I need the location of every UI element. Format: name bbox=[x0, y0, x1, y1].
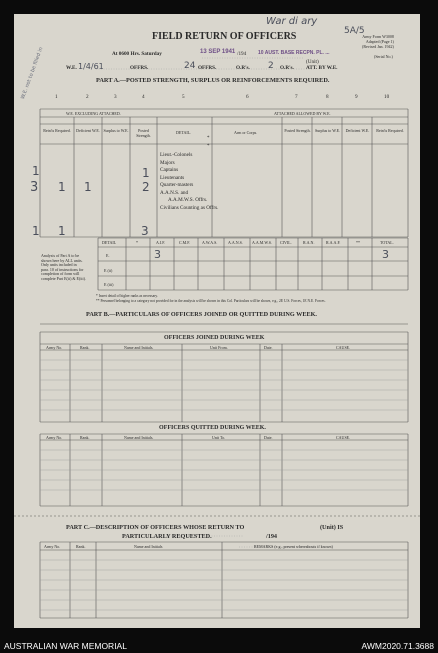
analysis-head: DETAIL bbox=[102, 240, 117, 245]
unit-label: (Unit) bbox=[306, 59, 319, 65]
col-head: Rein'ts Required. bbox=[376, 128, 404, 133]
handwritten-mark: 2 bbox=[142, 180, 150, 194]
quitted-title: OFFICERS QUITTED DURING WEEK. bbox=[159, 425, 266, 431]
table-head: Unit From. bbox=[210, 345, 228, 350]
table-head: CAUSE. bbox=[336, 345, 351, 350]
date-stamp: 13 SEP 1941 bbox=[200, 49, 236, 55]
analysis-head: CIVIL. bbox=[280, 240, 292, 245]
handwritten-mark: 3 bbox=[382, 248, 389, 261]
analysis-row-label: E (ii) bbox=[104, 268, 113, 273]
handwritten-note: War di ary bbox=[266, 16, 318, 27]
att-label: ATT. BY W.E. bbox=[306, 65, 338, 71]
table-head: REMARKS (e.g., present whereabouts if known) bbox=[254, 544, 333, 549]
col-number: 3 bbox=[114, 94, 117, 100]
table-head: Date. bbox=[264, 435, 273, 440]
analysis-head: A.A.M.W.S. bbox=[252, 240, 272, 245]
footnote: ** Personnel belonging to a category not provided for in the analysis will be shown in this Col. Particulars will be shown, e.g., 2E U.S. Forces, 1E N.E. Forces. bbox=[96, 299, 326, 303]
part-a-title: PART A.—POSTED STRENGTH, SURPLUS OR REINFORCEMENTS REQUIRED. bbox=[96, 77, 330, 84]
part-c-subtitle: PARTICULARLY REQUESTED. bbox=[122, 533, 212, 540]
table-head: Date. bbox=[264, 345, 273, 350]
serial-label: (Serial No.) bbox=[374, 54, 393, 59]
form-rules bbox=[14, 14, 420, 628]
analysis-note: Analysis of Part A to be shown here by ALL units. Only units included in para. 10 of instructions for completion of form will complete Part E(ii) & E(iii). bbox=[41, 253, 86, 281]
group-left-head: W.E. EXCLUDING ATTACHED. bbox=[66, 111, 121, 116]
part-c-date: /194 bbox=[266, 533, 278, 540]
unit-stamp: 10 AUST. BASE RECPN. PL. ... bbox=[258, 50, 330, 56]
handwritten-mark: 1 bbox=[32, 224, 40, 238]
analysis-head: * bbox=[136, 240, 138, 245]
detail-head: DETAIL. bbox=[176, 130, 192, 135]
analysis-head: C.M.F. bbox=[179, 240, 191, 245]
table-head: Army No. bbox=[46, 435, 63, 440]
handwritten-number: 5A/5 bbox=[344, 26, 365, 36]
asterisk-mark: * bbox=[207, 144, 210, 149]
archive-id: AWM2020.71.3688 bbox=[361, 641, 434, 651]
rank-item: Majors bbox=[160, 159, 175, 166]
handwritten-mark: 1 bbox=[142, 166, 150, 180]
analysis-head: A.I.F. bbox=[156, 240, 166, 245]
rank-item: Captains bbox=[160, 167, 179, 173]
offrs-value: 24 bbox=[184, 61, 196, 71]
table-head: Name and Initials bbox=[134, 544, 163, 549]
form-id: Army Form W3008 Adapted (Page 1) (Revised Jan. 1942) bbox=[362, 34, 394, 49]
table-head: Name and Initials. bbox=[124, 435, 154, 440]
handwritten-mark: 3 bbox=[154, 248, 161, 261]
col-head: Arm or Corps. bbox=[234, 130, 258, 135]
ors-label-2: O.R's. bbox=[280, 65, 294, 71]
col-number: 4 bbox=[142, 94, 145, 100]
handwritten-mark: 1 bbox=[84, 180, 92, 194]
joined-title: OFFICERS JOINED DURING WEEK bbox=[164, 335, 265, 341]
date-suffix: /194 bbox=[237, 51, 247, 57]
ors-label-1: O.R's. bbox=[236, 65, 250, 71]
handwritten-mark: 1 bbox=[58, 224, 66, 238]
col-number: 8 bbox=[326, 94, 329, 100]
table-head: Rank. bbox=[80, 345, 90, 350]
handwritten-mark: 3 bbox=[30, 180, 39, 195]
table-head: Name and Initials. bbox=[124, 345, 154, 350]
rank-list bbox=[160, 152, 218, 212]
analysis-head: R.A.N. bbox=[303, 240, 315, 245]
margin-note: W.E. not to be filled in bbox=[20, 46, 45, 101]
analysis-head: A.A.N.S. bbox=[228, 240, 243, 245]
we-label: W.E. bbox=[66, 65, 77, 71]
table-head: Army No. bbox=[44, 544, 61, 549]
rank-item: Quarter-masters bbox=[160, 182, 194, 188]
we-value: 1/4/61 bbox=[78, 62, 104, 71]
table-head: CAUSE. bbox=[336, 435, 351, 440]
rank-item: Civilians Counting as Offrs. bbox=[160, 204, 219, 211]
offrs-label-2: OFFRS. bbox=[198, 65, 217, 71]
table-head: Rank. bbox=[76, 544, 86, 549]
part-c-unit: (Unit) IS bbox=[320, 524, 344, 531]
col-head: Deficient W.E. bbox=[345, 128, 370, 133]
table-head: Unit To. bbox=[212, 435, 226, 440]
at-line: At 0600 Hrs. Saturday bbox=[112, 51, 162, 57]
group-right-head: ATTACHED ALLOWED BY W.E. bbox=[274, 111, 331, 116]
table-head: Army No. bbox=[46, 345, 63, 350]
analysis-head: ** bbox=[356, 240, 360, 245]
archive-name: AUSTRALIAN WAR MEMORIAL bbox=[4, 641, 127, 651]
handwritten-mark: 3 bbox=[141, 224, 149, 238]
table-head: Rank. bbox=[80, 435, 90, 440]
form-sheet bbox=[14, 14, 420, 628]
col-head: Posted Strength. bbox=[284, 128, 311, 133]
analysis-head: TOTAL. bbox=[380, 240, 394, 245]
col-head: Rein'ts Required. bbox=[43, 128, 71, 133]
col-head: Posted Strength. bbox=[136, 128, 151, 138]
part-b-title: PART B.—PARTICULARS OF OFFICERS JOINED OR QUITTED DURING WEEK. bbox=[86, 311, 317, 318]
form-title: FIELD RETURN OF OFFICERS bbox=[152, 31, 297, 42]
col-head: Surplus to W.E. bbox=[103, 128, 129, 133]
rank-item: A.A.N.S. and bbox=[160, 189, 189, 196]
offrs-label-1: OFFRS. bbox=[130, 65, 149, 71]
analysis-head: R.A.A.F. bbox=[326, 240, 341, 245]
handwritten-mark: 1 bbox=[58, 180, 66, 194]
analysis-head: A.W.A.S. bbox=[202, 240, 218, 245]
handwritten-mark: 1 bbox=[32, 164, 40, 178]
analysis-row-label: E. bbox=[106, 253, 110, 258]
col-number: 6 bbox=[246, 94, 249, 100]
rank-item: Lieutenants bbox=[160, 174, 185, 181]
footnote: * Insert detail of higher ranks as necessary. bbox=[96, 294, 158, 298]
col-head: Deficient W.E. bbox=[76, 128, 100, 133]
part-c-title: PART C.—DESCRIPTION OF OFFICERS WHOSE RETURN TO bbox=[66, 524, 245, 531]
col-number: 7 bbox=[295, 94, 298, 100]
analysis-row-label: E (iii) bbox=[104, 282, 114, 287]
rank-item: Lieut.-Colonels bbox=[160, 152, 193, 158]
col-number: 2 bbox=[86, 94, 89, 100]
col-head: Surplus to W.E. bbox=[314, 128, 341, 133]
ors-value: 2 bbox=[268, 61, 274, 71]
rank-item: A.A.M.W.S. Offrs. bbox=[168, 197, 208, 203]
col-number: 1 bbox=[55, 94, 58, 100]
col-number: 10 bbox=[384, 94, 390, 100]
asterisk-mark: * bbox=[207, 136, 210, 141]
archive-footer bbox=[0, 640, 438, 653]
col-number: 9 bbox=[355, 94, 358, 100]
col-number: 5 bbox=[182, 94, 185, 100]
